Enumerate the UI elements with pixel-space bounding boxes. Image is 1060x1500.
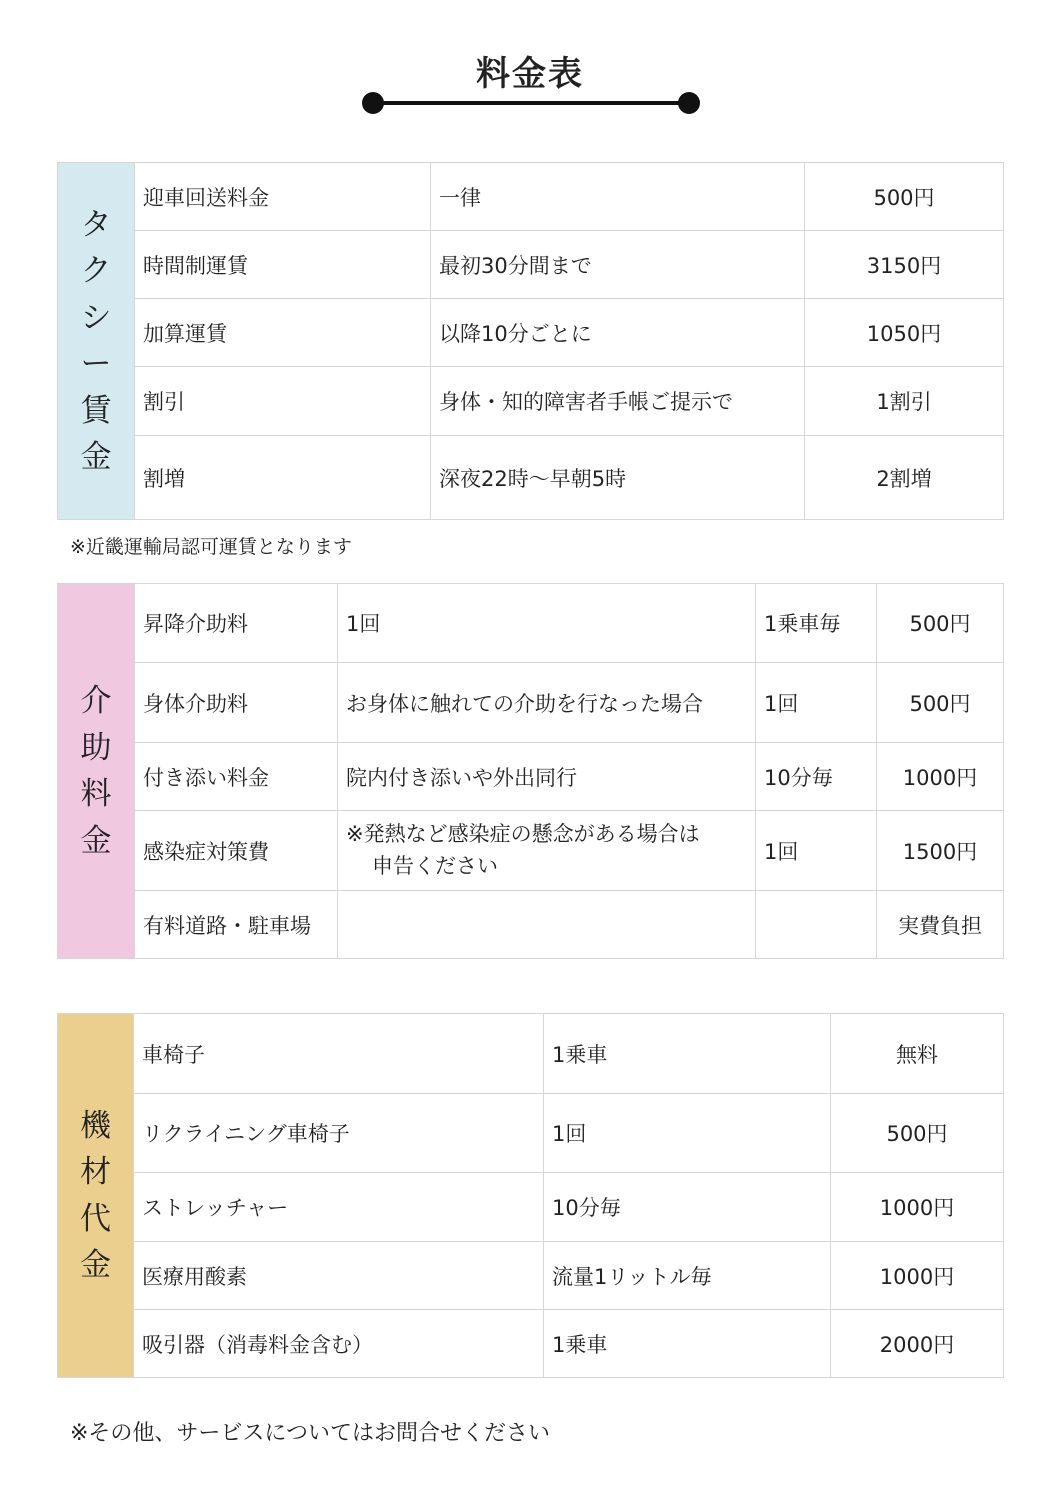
- item-unit: 1回: [544, 1094, 831, 1173]
- item-name: 車椅子: [134, 1014, 544, 1094]
- item-price: 1割引: [805, 367, 1004, 436]
- item-name: 身体介助料: [135, 663, 338, 743]
- item-name: 割引: [135, 367, 431, 436]
- item-name: 有料道路・駐車場: [135, 891, 338, 959]
- item-detail: [338, 811, 756, 891]
- footer-note: ※その他、サービスについてはお問合せください: [70, 1421, 550, 1446]
- item-detail: 一律: [431, 163, 805, 231]
- table-row: [58, 231, 1004, 299]
- equipment-fee-table: [57, 1013, 1004, 1378]
- item-detail-line: 申告ください: [372, 853, 498, 878]
- item-name: 吸引器（消毒料金含む）: [134, 1310, 544, 1378]
- item-name: 付き添い料金: [135, 743, 338, 811]
- item-unit: [756, 891, 877, 959]
- table-row: [58, 891, 1004, 959]
- item-price: 3150円: [805, 231, 1004, 299]
- item-unit: 1乗車: [544, 1310, 831, 1378]
- table-row: [58, 163, 1004, 231]
- care-fee-table: [57, 583, 1004, 959]
- item-unit: 流量1リットル毎: [544, 1242, 831, 1310]
- item-name: ストレッチャー: [134, 1173, 544, 1242]
- item-name: 医療用酸素: [134, 1242, 544, 1310]
- underline-right-dot: [678, 92, 700, 114]
- item-unit: 1乗車毎: [756, 584, 877, 663]
- item-name: 迎車回送料金: [135, 163, 431, 231]
- taxi-fare-note: ※近畿運輸局認可運賃となります: [70, 536, 352, 558]
- item-price: 500円: [877, 584, 1004, 663]
- item-price: 1050円: [805, 299, 1004, 367]
- item-price: 実費負担: [877, 891, 1004, 959]
- section-label-taxi: タクシー賃金: [58, 163, 135, 520]
- item-detail: 深夜22時～早朝5時: [431, 436, 805, 520]
- table-row: [58, 584, 1004, 663]
- item-detail: 1回: [338, 584, 756, 663]
- table-row: [58, 663, 1004, 743]
- table-row: [58, 436, 1004, 520]
- item-price: 1000円: [831, 1173, 1004, 1242]
- item-price: 500円: [805, 163, 1004, 231]
- item-price: 1500円: [877, 811, 1004, 891]
- section-label-equipment: 機材代金: [58, 1014, 134, 1378]
- item-unit: 1回: [756, 811, 877, 891]
- underline-left-dot: [362, 92, 384, 114]
- table-row: [58, 811, 1004, 891]
- item-name: リクライニング車椅子: [134, 1094, 544, 1173]
- item-name: 割増: [135, 436, 431, 520]
- item-name: 加算運賃: [135, 299, 431, 367]
- item-unit: 10分毎: [544, 1173, 831, 1242]
- underline-bar: [372, 101, 690, 105]
- table-row: [58, 1173, 1004, 1242]
- item-unit: 10分毎: [756, 743, 877, 811]
- table-row: [58, 1094, 1004, 1173]
- item-unit: 1回: [756, 663, 877, 743]
- item-name: 昇降介助料: [135, 584, 338, 663]
- taxi-fare-table: [57, 162, 1004, 520]
- item-name: 時間制運賃: [135, 231, 431, 299]
- item-name: 感染症対策費: [135, 811, 338, 891]
- item-price: 500円: [831, 1094, 1004, 1173]
- table-row: [58, 1242, 1004, 1310]
- item-price: 1000円: [877, 743, 1004, 811]
- section-label-care: 介助料金: [58, 584, 135, 959]
- table-row: [58, 299, 1004, 367]
- item-unit: 1乗車: [544, 1014, 831, 1094]
- page-title: 料金表: [476, 54, 584, 94]
- item-price: 2割増: [805, 436, 1004, 520]
- item-price: 1000円: [831, 1242, 1004, 1310]
- item-price: 500円: [877, 663, 1004, 743]
- item-detail: 院内付き添いや外出同行: [338, 743, 756, 811]
- table-row: [58, 1310, 1004, 1378]
- table-row: [58, 367, 1004, 436]
- item-detail: 以降10分ごとに: [431, 299, 805, 367]
- item-price: 2000円: [831, 1310, 1004, 1378]
- item-price: 無料: [831, 1014, 1004, 1094]
- title-underline: [362, 92, 700, 114]
- item-detail: お身体に触れての介助を行なった場合: [338, 663, 756, 743]
- item-detail: [338, 891, 756, 959]
- table-row: [58, 1014, 1004, 1094]
- item-detail-line: ※発熱など感染症の懸念がある場合は: [346, 822, 700, 846]
- item-detail: 身体・知的障害者手帳ご提示で: [431, 367, 805, 436]
- table-row: [58, 743, 1004, 811]
- item-detail: 最初30分間まで: [431, 231, 805, 299]
